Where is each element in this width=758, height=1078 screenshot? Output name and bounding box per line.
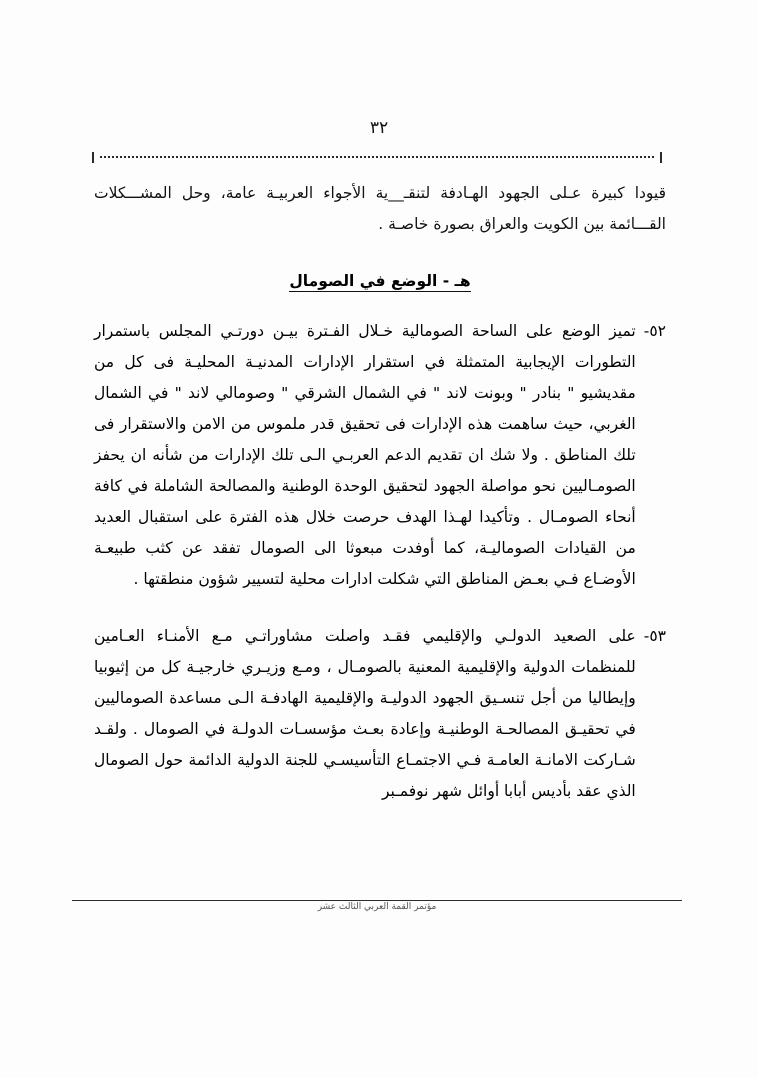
footer-caption: مؤتمر القمة العربي الثالث عشر [72,901,682,913]
footer-divider [72,900,682,916]
numbered-paragraph [94,316,666,595]
spacer [94,240,666,266]
paragraph-text: على الصعيد الدولـي والإقليمي فقـد واصلت مشاوراتـي مـع الأمنـاء العـامين للمنظمات الدولية والإقليمية المعنية بالصومـال ، ومـع وزيـري خارجيـة كل من إثيوبيا وإيطاليا من أجل تنسـيق الجهود الدوليـة والإقليمية الهادفـة الـى مساعدة الصوماليين في تحقيـق المصالحـة الوطنيـة وإعادة بعـث مؤسسـات الدولـة في الصومال . ولقـد شـاركت الامانـة العامـة فـي الاجتمـاع التأسيسـي للجنة الدولية الدائمة حول الصومال الذي عقد بأديس أبابا أوائل شهر نوفمـبر [94,627,636,800]
numbered-paragraph [94,621,666,807]
header-divider-dots [100,156,654,158]
paragraph-text: تميز الوضع على الساحة الصومالية خـلال الفـترة بيـن دورتـي المجلس باستمرار التطورات الإيجابية المتمثلة في استقرار الإدارات المدنيـة المحليـة فى كل من مقديشيو " بنادر " وبونت لاند " في الشمال الشرقي " وصومالي لاند " في الشمال الغربي، حيث ساهمت هذه الإدارات فى تحقيق قدر ملموس من الامن والاستقرار فى تلك المناطق . ولا شك ان تقديم الدعم العربـي الـى تلك الإدارات من شأنه ان يحفز الصومـاليين نحو مواصلة الجهود لتحقيق الوحدة الوطنية والمصالحة الشاملة في كافة أنحاء الصومـال . وتأكيدا لهـذا الهدف حرصت خلال هذه الفترة على استقبال العديد من القيادات الصوماليـة، كما أوفدت مبعوثا الى الصومال تفقد عن كثب طبيعـة الأوضـاع فـي بعـض المناطق التي شكلت ادارات محلية لتسيير شؤون منطقتها . [94,322,636,588]
section-heading-text: هـ - الوضع في الصومال [289,272,471,290]
paragraph-number: ٥٢- [643,322,666,340]
spacer [94,595,666,621]
page-number: ٣٢ [369,118,389,138]
document-body [94,178,666,807]
paragraph-number: ٥٣- [643,627,666,645]
opening-paragraph: قيودا كبيرة عـلى الجهود الهـادفة لتنقـ__ية الأجواء العربيـة عامة، وحل المشـــكلات القـــائمة بين الكويت والعراق بصورة خاصـة . [94,184,666,233]
spacer [94,296,666,316]
header-divider-right-cap [660,152,662,163]
header-divider [92,152,662,162]
header-divider-left-cap [92,152,94,163]
section-heading [94,266,666,296]
